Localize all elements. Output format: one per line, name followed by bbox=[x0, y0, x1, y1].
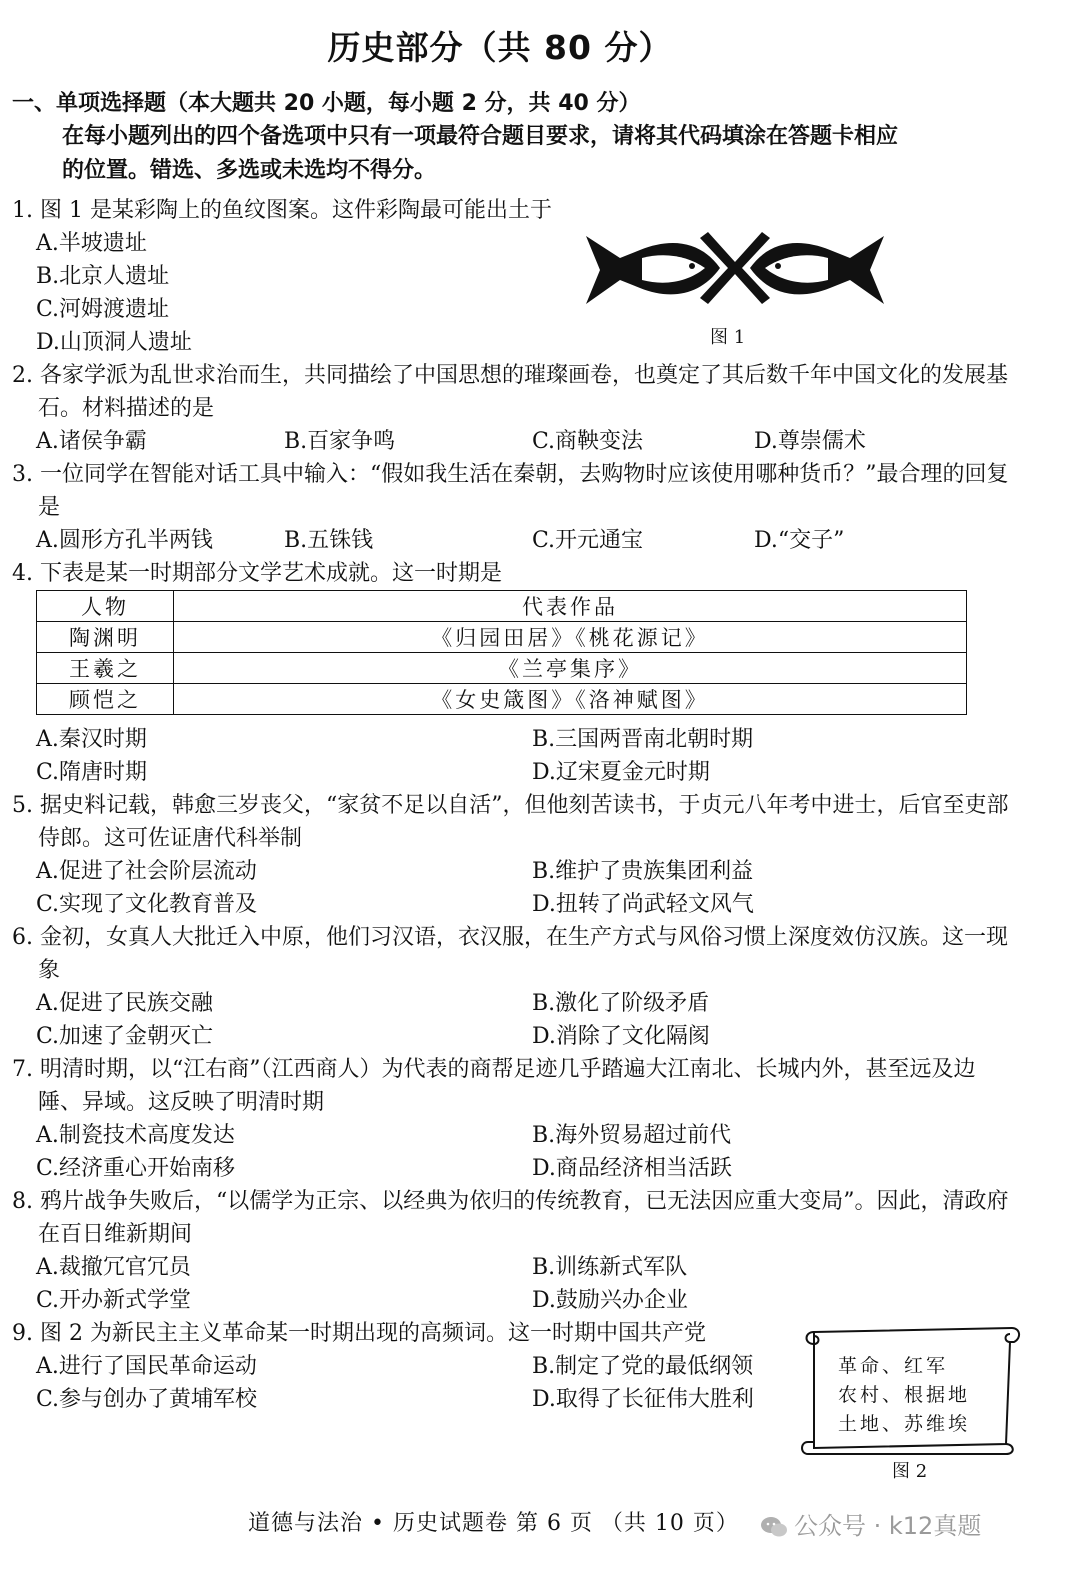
scroll-keywords bbox=[838, 1352, 970, 1439]
question-3-stem: 3. 一位同学在智能对话工具中输入：“假如我生活在秦朝，去购物时应该使用哪种货币？”最合理的回复是 bbox=[12, 462, 1009, 520]
section-heading: 一、单项选择题（本大题共 20 小题，每小题 2 分，共 40 分） bbox=[12, 91, 641, 116]
question-6-option-c: C.加速了金朝灭亡 bbox=[36, 1024, 214, 1049]
page-title: 历史部分（共 80 分） bbox=[327, 28, 673, 67]
table-header-works: 代表作品 bbox=[174, 591, 967, 622]
table-cell-person: 顾恺之 bbox=[37, 684, 174, 715]
table-row bbox=[37, 684, 967, 715]
question-1-option-c: C.河姆渡遗址 bbox=[36, 297, 170, 322]
question-8-option-c: C.开办新式学堂 bbox=[36, 1288, 192, 1313]
question-1-stem: 1. 图 1 是某彩陶上的鱼纹图案。这件彩陶最可能出土于 bbox=[12, 198, 552, 223]
question-3-option-d: D.“交子” bbox=[754, 528, 845, 553]
question-3-option-c: C.开元通宝 bbox=[532, 528, 644, 553]
literature-table bbox=[36, 590, 967, 715]
question-7-stem: 7. 明清时期，以“江右商”（江西商人）为代表的商帮足迹几乎踏遍大江南北、长城内外，甚至远及边陲、异域。这反映了明清时期 bbox=[12, 1057, 976, 1115]
keyword-line-2: 农村、根据地 bbox=[838, 1384, 971, 1406]
question-7-option-c: C.经济重心开始南移 bbox=[36, 1156, 236, 1181]
question-4-option-b: B.三国两晋南北朝时期 bbox=[532, 727, 754, 752]
question-7-option-a: A.制瓷技术高度发达 bbox=[36, 1123, 235, 1148]
question-4-option-a: A.秦汉时期 bbox=[36, 727, 147, 752]
question-9-stem: 9. 图 2 为新民主主义革命某一时期出现的高频词。这一时期中国共产党 bbox=[12, 1321, 706, 1346]
question-5-option-b: B.维护了贵族集团利益 bbox=[532, 859, 754, 884]
question-5-option-c: C.实现了文化教育普及 bbox=[36, 892, 258, 917]
table-header-row bbox=[37, 591, 967, 622]
question-6-option-d: D.消除了文化隔阂 bbox=[532, 1024, 710, 1049]
question-2-option-c: C.商鞅变法 bbox=[532, 429, 644, 454]
section-instruction bbox=[62, 120, 1002, 188]
question-1-option-a: A.半坡遗址 bbox=[36, 231, 147, 256]
question-9-option-c: C.参与创办了黄埔军校 bbox=[36, 1387, 258, 1412]
question-7-option-b: B.海外贸易超过前代 bbox=[532, 1123, 732, 1148]
table-cell-works: 《女史箴图》《洛神赋图》 bbox=[174, 684, 967, 715]
question-7-option-d: D.商品经济相当活跃 bbox=[532, 1156, 732, 1181]
wechat-icon bbox=[760, 1516, 788, 1538]
question-6-option-b: B.激化了阶级矛盾 bbox=[532, 991, 710, 1016]
question-9-option-d: D.取得了长征伟大胜利 bbox=[532, 1387, 754, 1412]
keyword-line-1: 革命、红军 bbox=[838, 1355, 949, 1377]
question-2-option-b: B.百家争鸣 bbox=[284, 429, 396, 454]
question-8-option-a: A.裁撤冗官冗员 bbox=[36, 1255, 191, 1280]
watermark bbox=[760, 1506, 981, 1541]
question-5-stem: 5. 据史料记载，韩愈三岁丧父，“家贫不足以自活”，但他刻苦读书，于贞元八年考中进士，后官至吏部侍郎。这可佐证唐代科举制 bbox=[12, 793, 1009, 851]
question-3-option-b: B.五铢钱 bbox=[284, 528, 374, 553]
question-1-option-b: B.北京人遗址 bbox=[36, 264, 170, 289]
question-8-stem: 8. 鸦片战争失败后，“以儒学为正宗、以经典为依归的传统教育，已无法因应重大变局”。因此，清政府在百日维新期间 bbox=[12, 1189, 1009, 1247]
question-9-option-a: A.进行了国民革命运动 bbox=[36, 1354, 257, 1379]
fish-pattern-figure bbox=[580, 228, 890, 310]
question-8-option-b: B.训练新式军队 bbox=[532, 1255, 688, 1280]
table-header-person: 人物 bbox=[37, 591, 174, 622]
figure-2-caption: 图 2 bbox=[892, 1461, 928, 1482]
question-4-stem: 4. 下表是某一时期部分文学艺术成就。这一时期是 bbox=[12, 561, 502, 586]
question-5-option-a: A.促进了社会阶层流动 bbox=[36, 859, 257, 884]
question-2-option-d: D.尊崇儒术 bbox=[754, 429, 866, 454]
table-cell-person: 陶渊明 bbox=[37, 622, 174, 653]
page-footer: 道德与法治 • 历史试题卷 第 6 页 （共 10 页） bbox=[248, 1511, 739, 1536]
table-cell-person: 王羲之 bbox=[37, 653, 174, 684]
question-4-option-c: C.隋唐时期 bbox=[36, 760, 148, 785]
instruction-line-1: 在每小题列出的四个备选项中只有一项最符合题目要求，请将其代码填涂在答题卡相应 bbox=[62, 124, 899, 149]
watermark-text: 公众号 · k12真题 bbox=[794, 1512, 982, 1540]
table-cell-works: 《归园田居》《桃花源记》 bbox=[174, 622, 967, 653]
figure-1-caption: 图 1 bbox=[710, 327, 746, 348]
keyword-line-3: 土地、苏维埃 bbox=[838, 1413, 971, 1435]
question-6-stem: 6. 金初，女真人大批迁入中原，他们习汉语，衣汉服，在生产方式与风俗习惯上深度效仿汉族。这一现象 bbox=[12, 925, 1008, 983]
table-row bbox=[37, 622, 967, 653]
instruction-line-2: 的位置。错选、多选或未选均不得分。 bbox=[62, 158, 437, 183]
question-9-option-b: B.制定了党的最低纲领 bbox=[532, 1354, 754, 1379]
question-5-option-d: D.扭转了尚武轻文风气 bbox=[532, 892, 754, 917]
question-1-option-d: D.山顶洞人遗址 bbox=[36, 330, 192, 355]
question-8-option-d: D.鼓励兴办企业 bbox=[532, 1288, 688, 1313]
question-2-stem: 2. 各家学派为乱世求治而生，共同描绘了中国思想的璀璨画卷，也奠定了其后数千年中国文化的发展基石。材料描述的是 bbox=[12, 363, 1008, 421]
table-row bbox=[37, 653, 967, 684]
table-cell-works: 《兰亭集序》 bbox=[174, 653, 967, 684]
question-6-option-a: A.促进了民族交融 bbox=[36, 991, 213, 1016]
question-2-option-a: A.诸侯争霸 bbox=[36, 429, 147, 454]
question-3-option-a: A.圆形方孔半两钱 bbox=[36, 528, 213, 553]
question-4-option-d: D.辽宋夏金元时期 bbox=[532, 760, 710, 785]
